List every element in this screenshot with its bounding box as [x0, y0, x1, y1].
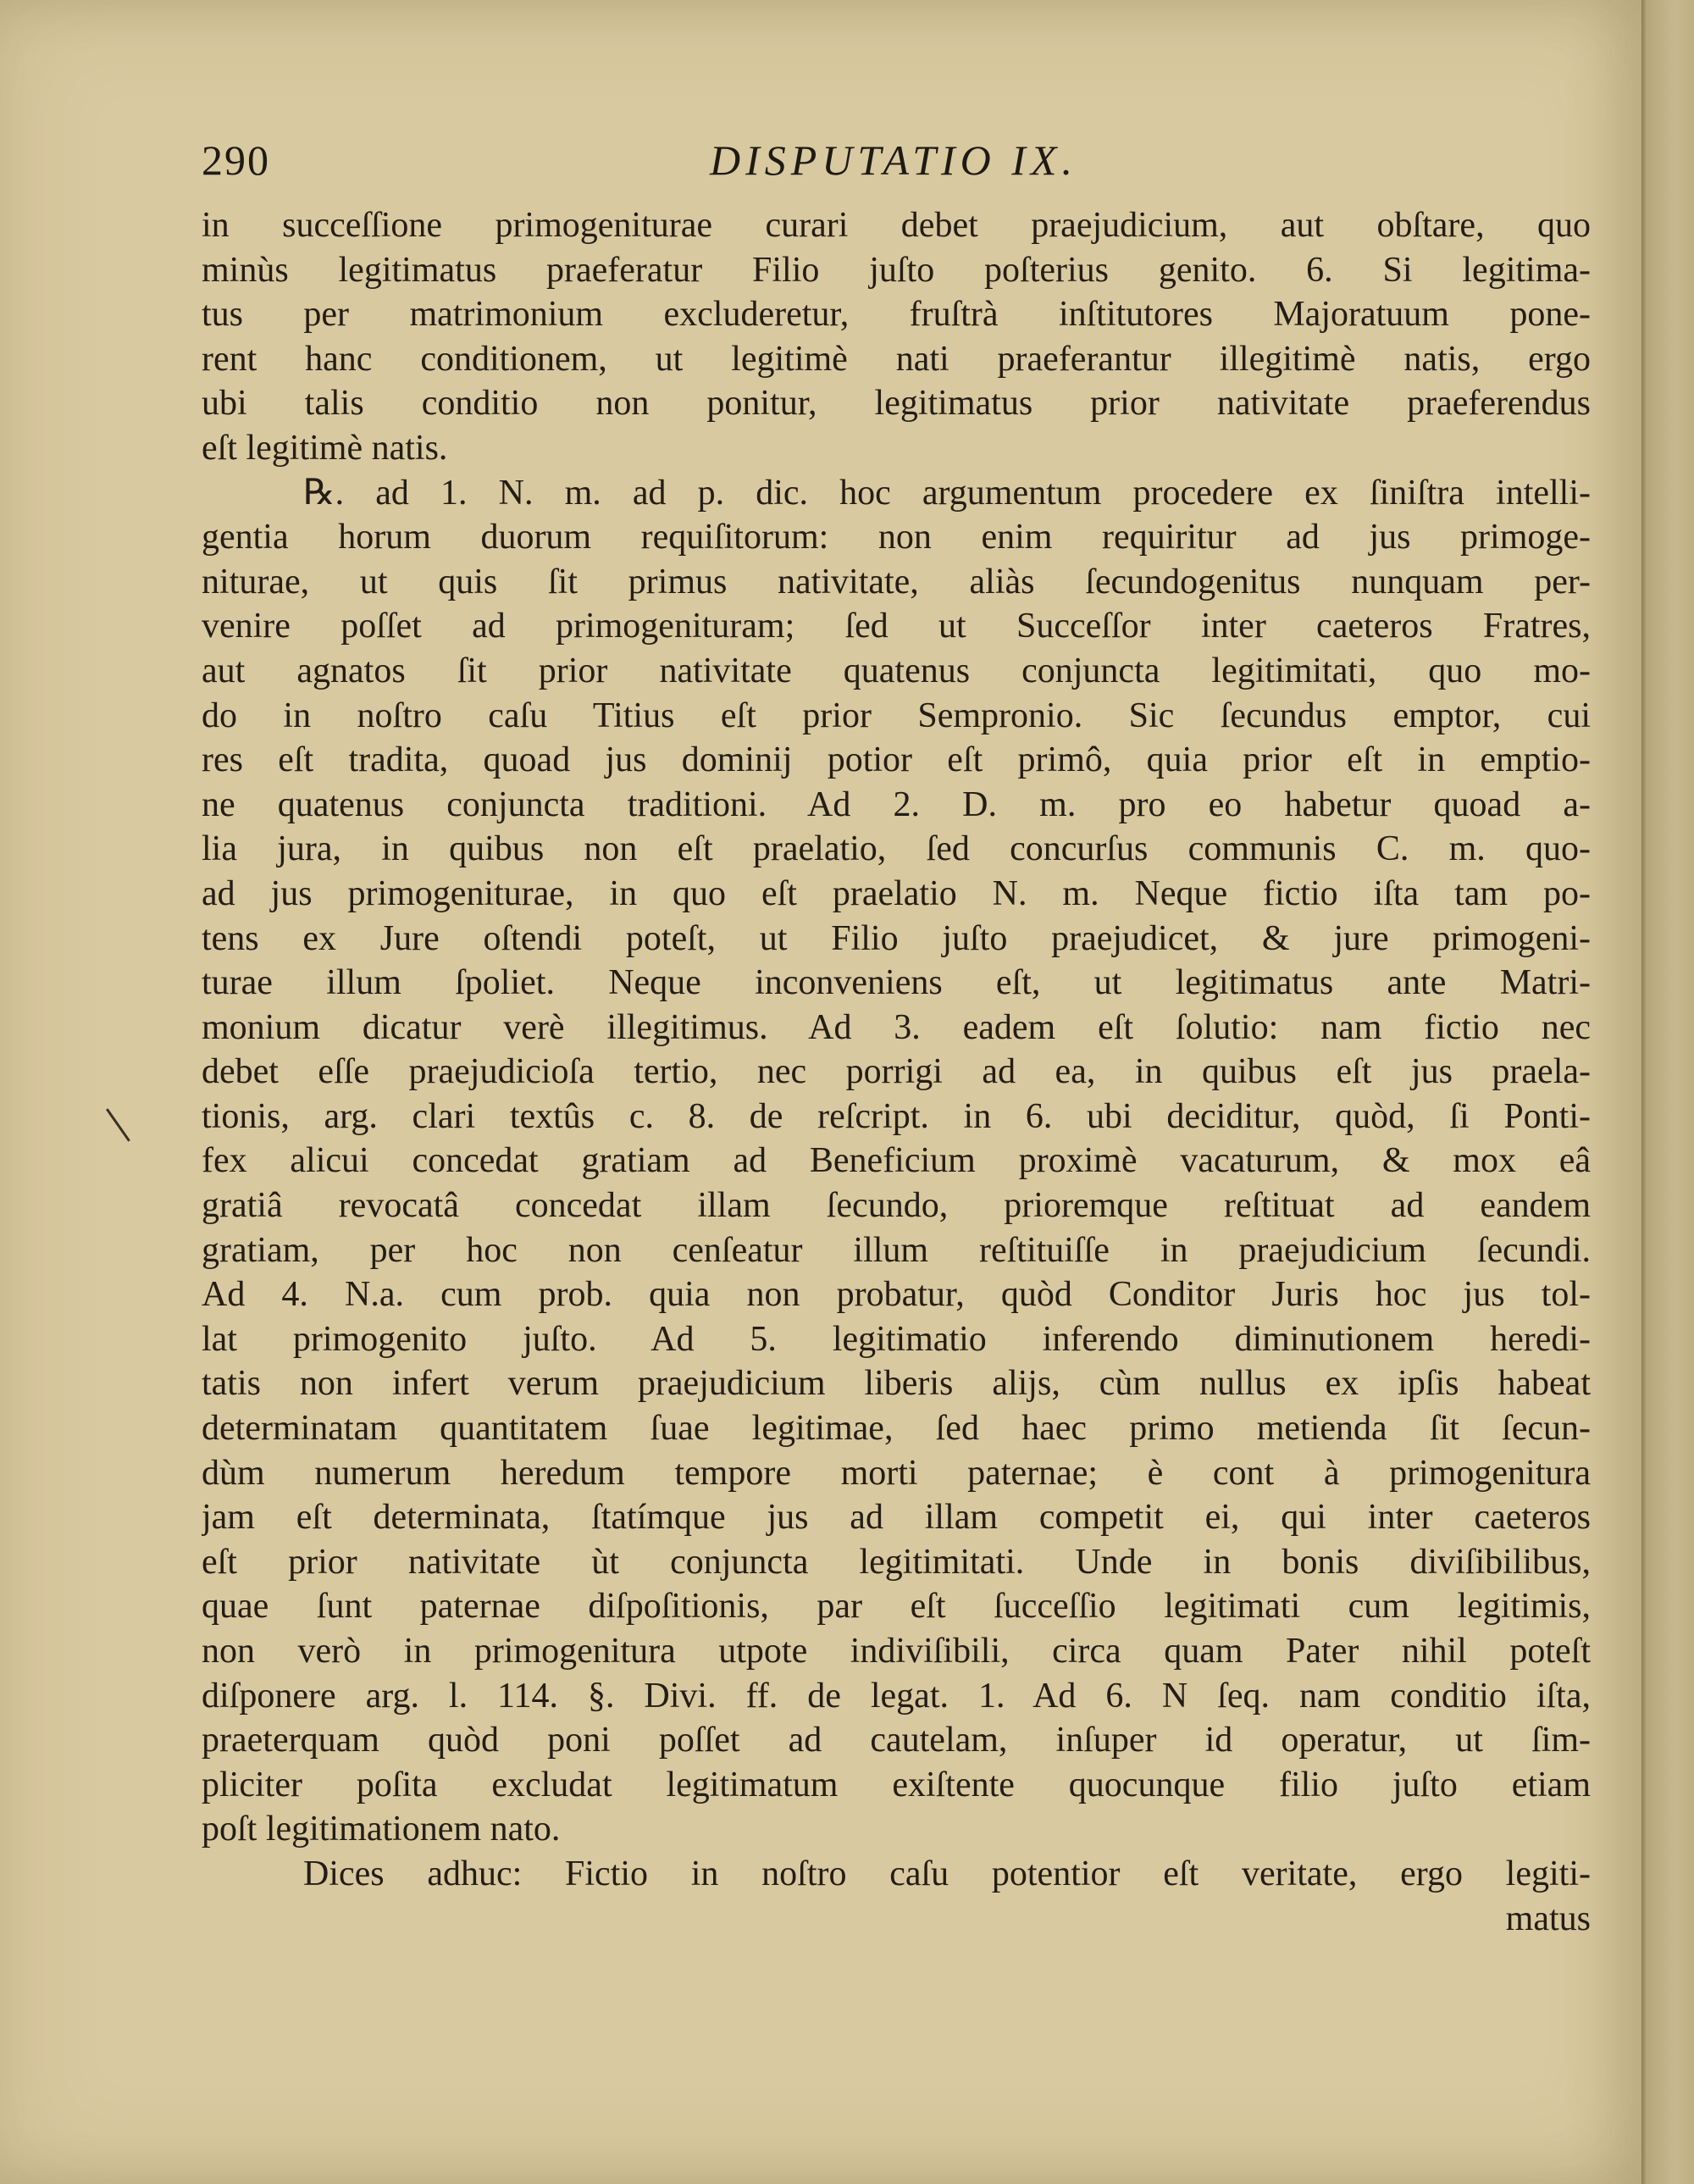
text-line: monium dicatur verè illegitimus. Ad 3. eadem eſt ſolutio: nam fictio nec: [202, 1007, 1591, 1047]
text-line: ubi talis conditio non ponitur, legitimatus prior nativitate praeferendus: [202, 384, 1591, 424]
text-line: rent hanc conditionem, ut legitimè nati praeferantur illegitimè natis, ergo: [202, 339, 1591, 379]
text-line: in succeſſione primogeniturae curari debet praejudicium, aut obſtare, quo: [202, 206, 1591, 245]
text-line: ad jus primogeniturae, in quo eſt praelatio N. m. Neque fictio iſta tam po-: [202, 873, 1591, 913]
text-line: tus per matrimonium excluderetur, fruſtrà inſtitutores Majoratuum pone-: [202, 295, 1591, 335]
text-line: venire poſſet ad primogenituram; ſed ut Succeſſor inter caeteros Fratres,: [202, 607, 1591, 646]
text-line: pliciter poſita excludat legitimatum exiſtente quocunque filio juſto etiam: [202, 1765, 1591, 1804]
text-line: jam eſt determinata, ſtatímque jus ad illam competit ei, qui inter caeteros: [202, 1498, 1591, 1538]
text-line: dùm numerum heredum tempore morti paternae; è cont à primogenitura: [202, 1453, 1591, 1493]
running-head: DISPUTATIO IX.: [710, 136, 1077, 184]
text-line: fex alicui concedat gratiam ad Beneficium proximè vacaturum, & mox eâ: [202, 1141, 1591, 1181]
text-line: ℞. ad 1. N. m. ad p. dic. hoc argumentum procedere ex ſiniſtra intelli-: [303, 473, 1591, 513]
text-line: poſt legitimationem nato.: [202, 1810, 561, 1849]
text-line: lia jura, in quibus non eſt praelatio, ſed concurſus communis C. m. quo-: [202, 829, 1591, 869]
text-line: aut agnatos ſit prior nativitate quatenus conjuncta legitimitati, quo mo-: [202, 651, 1591, 690]
text-line: gratiâ revocatâ concedat illam ſecundo, prioremque reſtituat ad eandem: [202, 1186, 1591, 1226]
page-header: [202, 136, 1574, 195]
text-line: determinatam quantitatem ſuae legitimae, ſed haec primo metienda ſit ſecun-: [202, 1409, 1591, 1449]
text-line: diſponere arg. l. 114. §. Divi. ff. de legat. 1. Ad 6. N ſeq. nam conditio iſta,: [202, 1676, 1591, 1716]
text-line: tatis non infert verum praejudicium liberis alijs, cùm nullus ex ipſis habeat: [202, 1364, 1591, 1404]
text-line: quae ſunt paternae diſpoſitionis, par eſt ſucceſſio legitimati cum legitimis,: [202, 1587, 1591, 1627]
text-line: minùs legitimatus praeferatur Filio juſto poſterius genito. 6. Si legitima-: [202, 250, 1591, 290]
body-text: [202, 203, 1591, 1941]
text-line: ne quatenus conjuncta traditioni. Ad 2. D. m. pro eo habetur quoad a-: [202, 784, 1591, 824]
text-line: turae illum ſpoliet. Neque inconveniens eſt, ut legitimatus ante Matri-: [202, 963, 1591, 1003]
text-line: niturae, ut quis ſit primus nativitate, aliàs ſecundogenitus nunquam per-: [202, 562, 1591, 601]
text-line: res eſt tradita, quoad jus dominij potior eſt primô, quia prior eſt in emptio-: [202, 740, 1591, 780]
text-line: gentia horum duorum requiſitorum: non enim requiritur ad jus primoge-: [202, 518, 1591, 557]
text-line: do in noſtro caſu Titius eſt prior Sempronio. Sic ſecundus emptor, cui: [202, 696, 1591, 735]
text-line: non verò in primogenitura utpote indiviſibili, circa quam Pater nihil poteſt: [202, 1632, 1591, 1671]
text-line: lat primogenito juſto. Ad 5. legitimatio inferendo diminutionem heredi-: [202, 1319, 1591, 1359]
text-line: tionis, arg. clari textûs c. 8. de reſcript. in 6. ubi deciditur, quòd, ſi Ponti-: [202, 1096, 1591, 1136]
text-line: Dices adhuc: Fictio in noſtro caſu potentior eſt veritate, ergo legiti-: [303, 1854, 1591, 1893]
text-line: debet eſſe praejudicioſa tertio, nec porrigi ad ea, in quibus eſt jus praela-: [202, 1052, 1591, 1092]
text-line: eſt legitimè natis.: [202, 428, 448, 468]
text-line: Ad 4. N.a. cum prob. quia non probatur, quòd Conditor Juris hoc jus tol-: [202, 1275, 1591, 1315]
catchword: matus: [1505, 1899, 1591, 1938]
text-line: eſt prior nativitate ùt conjuncta legitimitati. Unde in bonis diviſibilibus,: [202, 1542, 1591, 1582]
text-line: gratiam, per hoc non cenſeatur illum reſtituiſſe in praejudicium ſecundi.: [202, 1230, 1591, 1270]
page-number: 290: [202, 136, 270, 184]
page-edge: [1641, 0, 1694, 2184]
text-line: praeterquam quòd poni poſſet ad cautelam, inſuper id operatur, ut ſim-: [202, 1721, 1591, 1760]
text-line: tens ex Jure oſtendi poteſt, ut Filio juſto praejudicet, & jure primogeni-: [202, 918, 1591, 958]
